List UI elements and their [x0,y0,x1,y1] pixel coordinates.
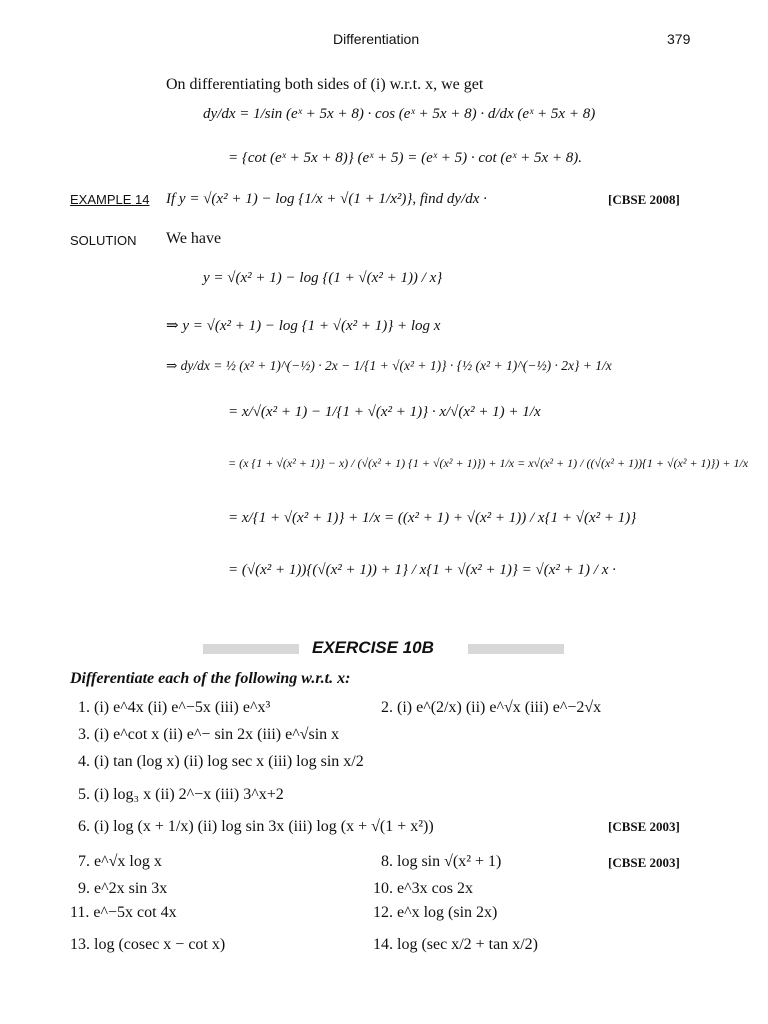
intro-equation-2: = {cot (eˣ + 5x + 8)} (eˣ + 5) = (eˣ + 5) · cot (eˣ + 5x + 8). [228,150,582,166]
example-statement: If y = √(x² + 1) − log {1/x + √(1 + 1/x²)}, find dy/dx · [166,191,487,207]
exercise-item-7: 7. e^√x log x [78,853,162,870]
exercise-item-8: 8. log sin √(x² + 1) [381,853,502,870]
solution-step-2: ⇒ y = √(x² + 1) − log {1 + √(x² + 1)} + log x [166,318,441,334]
exercise-item-8-tag: [CBSE 2003] [608,855,680,870]
exercise-title: EXERCISE 10B [312,638,434,657]
solution-step-6: = x/{1 + √(x² + 1)} + 1/x = ((x² + 1) + √(x² + 1)) / x{1 + √(x² + 1)} [228,510,637,526]
solution-step-7: = (√(x² + 1)){(√(x² + 1)) + 1} / x{1 + √(x² + 1)} = √(x² + 1) / x · [228,562,616,578]
exercise-item-2: 2. (i) e^(2/x) (ii) e^√x (iii) e^−2√x [381,699,602,716]
exercise-item-14: 14. log (sec x/2 + tan x/2) [373,936,538,953]
exercise-item-10: 10. e^3x cos 2x [373,880,473,897]
example-source-tag: [CBSE 2008] [608,192,680,207]
running-header-chapter: Differentiation [333,31,420,47]
exercise-item-5: 5. (i) log₃ x (ii) 2^−x (iii) 3^x+2 [78,786,284,803]
intro-equation-1: dy/dx = 1/sin (eˣ + 5x + 8) · cos (eˣ + 5x + 8) · d/dx (eˣ + 5x + 8) [203,106,596,122]
solution-intro: We have [166,230,222,247]
solution-step-4: = x/√(x² + 1) − 1/{1 + √(x² + 1)} · x/√(x² + 1) + 1/x [228,404,541,420]
exercise-title-bar-right [468,644,564,654]
exercise-item-9: 9. e^2x sin 3x [78,880,168,897]
solution-label: SOLUTION [70,233,137,248]
solution-step-5: = (x {1 + √(x² + 1)} − x) / (√(x² + 1) {1 + √(x² + 1)}) + 1/x = x√(x² + 1) / ((√(x² + 1)){1 + √(x² + 1)}) + 1/x [228,456,749,470]
exercise-instruction: Differentiate each of the following w.r.t. x: [70,670,351,687]
intro-line: On differentiating both sides of (i) w.r.t. x, we get [166,76,484,93]
exercise-item-1: 1. (i) e^4x (ii) e^−5x (iii) e^x³ [78,699,271,716]
exercise-item-3: 3. (i) e^cot x (ii) e^− sin 2x (iii) e^√sin x [78,726,340,743]
exercise-item-12: 12. e^x log (sin 2x) [373,904,498,921]
example-label: EXAMPLE 14 [70,192,150,207]
exercise-item-4: 4. (i) tan (log x) (ii) log sec x (iii) log sin x/2 [78,753,364,770]
solution-step-3: ⇒ dy/dx = ½ (x² + 1)^(−½) · 2x − 1/{1 + √(x² + 1)} · {½ (x² + 1)^(−½) · 2x} + 1/x [166,358,612,373]
exercise-item-11: 11. e^−5x cot 4x [70,904,177,921]
page-number: 379 [667,31,691,47]
exercise-item-6-tag: [CBSE 2003] [608,819,680,834]
exercise-item-13: 13. log (cosec x − cot x) [70,936,226,953]
exercise-title-bar-left [203,644,299,654]
exercise-item-6: 6. (i) log (x + 1/x) (ii) log sin 3x (iii) log (x + √(1 + x²)) [78,818,434,835]
solution-step-1: y = √(x² + 1) − log {(1 + √(x² + 1)) / x} [203,270,443,286]
